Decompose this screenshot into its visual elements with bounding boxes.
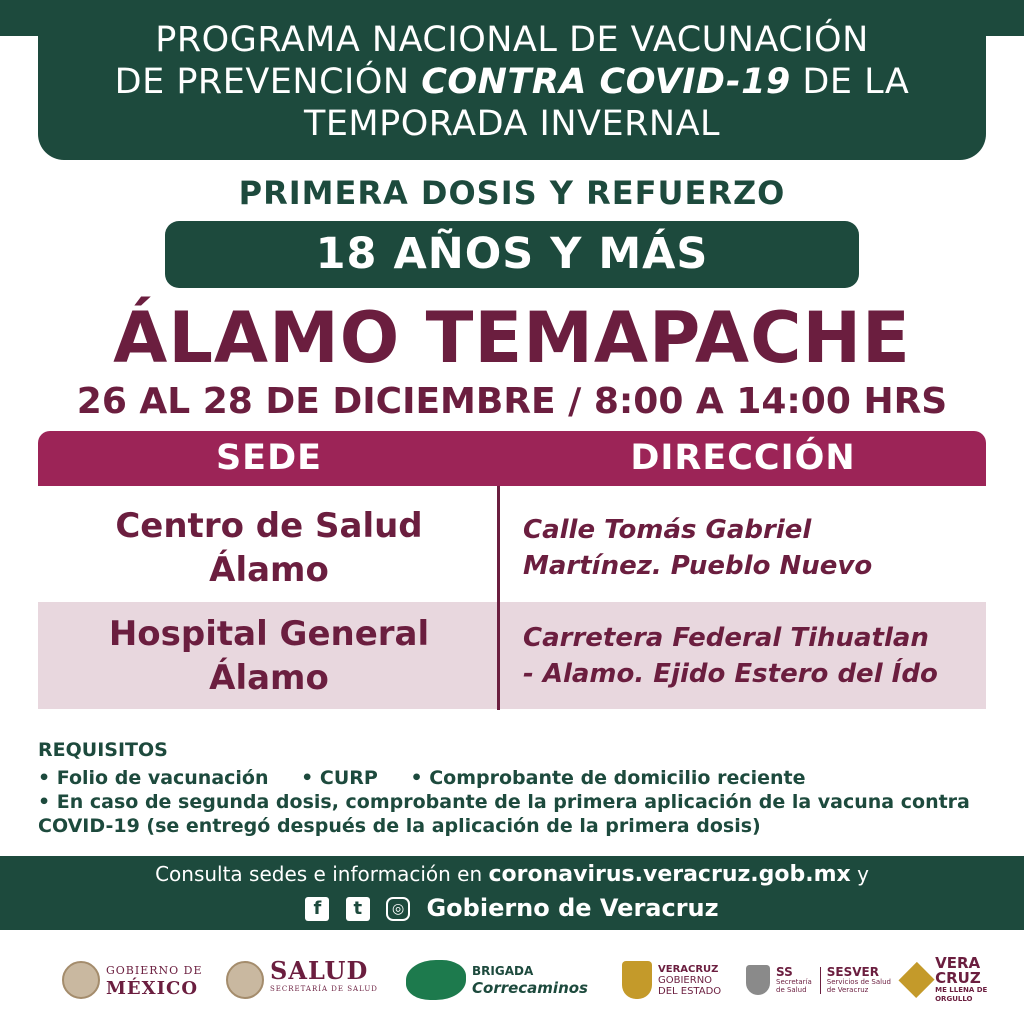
ss-sub1: Secretaría bbox=[776, 977, 812, 986]
sede-cell bbox=[38, 602, 500, 709]
brigada-line1: BRIGADA bbox=[472, 964, 534, 978]
sede-name: Hospital General bbox=[108, 613, 430, 654]
ss-sesver-logo bbox=[746, 955, 891, 1005]
ss-sub2: de Salud bbox=[776, 985, 807, 994]
table-row bbox=[38, 494, 986, 601]
address-line2: - Alamo. Ejido Estero del Ído bbox=[523, 658, 938, 689]
salud-logo bbox=[226, 955, 378, 1005]
veracruz-line1: VERACRUZ bbox=[658, 963, 719, 975]
header-direccion: DIRECCIÓN bbox=[630, 438, 856, 478]
footer-band bbox=[0, 856, 1024, 930]
social-row bbox=[0, 892, 1024, 924]
salud-seal-icon bbox=[226, 961, 264, 999]
requirement-note-line1: • En caso de segunda dosis, comprobante de la primera aplicación de la vacuna contra bbox=[38, 791, 970, 813]
veracruz-line2: GOBIERNO bbox=[658, 974, 713, 986]
sesver-sub1: Servicios de Salud bbox=[826, 977, 891, 986]
title-emphasis: CONTRA COVID-19 bbox=[421, 62, 791, 102]
address-line1: Carretera Federal Tihuatlan bbox=[523, 622, 929, 653]
consulta-suffix: y bbox=[850, 862, 869, 886]
requirement-item: • Comprobante de domicilio reciente bbox=[410, 767, 806, 789]
brigada-logo bbox=[406, 955, 588, 1005]
sesver-label: SESVER bbox=[826, 964, 879, 979]
consulta-text bbox=[0, 860, 1024, 889]
dose-subheading: PRIMERA DOSIS Y REFUERZO bbox=[238, 174, 786, 212]
vc-line3: ME LLENA DE ORGULLO bbox=[935, 986, 988, 1003]
veracruz-orgullo-logo bbox=[904, 955, 1024, 1005]
ss-label: SS bbox=[776, 964, 793, 979]
title-line-1: PROGRAMA NACIONAL DE VACUNACIÓN bbox=[155, 20, 869, 60]
brigada-line2: Correcaminos bbox=[472, 979, 588, 997]
address-cell bbox=[523, 494, 983, 601]
roadrunner-icon bbox=[406, 960, 466, 1000]
title-line-2-pre: DE PREVENCIÓN bbox=[114, 62, 422, 102]
header-sede: SEDE bbox=[215, 438, 323, 478]
twitter-icon[interactable]: t bbox=[346, 897, 370, 921]
table-row bbox=[38, 602, 986, 709]
gobierno-mexico-logo bbox=[62, 955, 203, 1005]
vc-line2: CRUZ bbox=[935, 969, 981, 987]
social-handle: Gobierno de Veracruz bbox=[426, 894, 719, 922]
veracruz-shield-icon bbox=[622, 961, 652, 999]
sede-name: Centro de Salud bbox=[115, 505, 423, 546]
requirements-title: REQUISITOS bbox=[38, 739, 168, 761]
logo-strip bbox=[0, 940, 1024, 1020]
instagram-icon[interactable]: ◎ bbox=[386, 897, 410, 921]
mexico-seal-icon bbox=[62, 961, 100, 999]
requirement-note-line2: COVID-19 (se entregó después de la aplicación de la primera dosis) bbox=[38, 815, 761, 837]
ss-shield-icon bbox=[746, 965, 770, 995]
title-line-3: TEMPORADA INVERNAL bbox=[303, 104, 721, 144]
table-header bbox=[38, 431, 986, 486]
address-line2: Martínez. Pueblo Nuevo bbox=[523, 550, 873, 581]
requirements-list bbox=[38, 766, 998, 790]
address-cell bbox=[523, 602, 983, 709]
requirements-section bbox=[38, 738, 998, 838]
salud-line1: SALUD bbox=[270, 956, 369, 985]
age-group-badge: 18 AÑOS Y MÁS bbox=[165, 221, 859, 288]
vc-line1: VERA bbox=[935, 954, 981, 972]
city-title: ÁLAMO TEMAPACHE bbox=[113, 297, 911, 379]
title-line-2 bbox=[38, 61, 986, 103]
sesver-sub2: de Veracruz bbox=[826, 985, 869, 994]
address-line1: Calle Tomás Gabriel bbox=[523, 514, 812, 545]
sede-cell bbox=[38, 494, 500, 601]
title-line-2-post: DE LA bbox=[790, 62, 910, 102]
veracruz-gobierno-logo bbox=[622, 955, 721, 1005]
consulta-prefix: Consulta sedes e información en bbox=[155, 862, 489, 886]
column-divider bbox=[497, 486, 500, 710]
date-schedule: 26 AL 28 DE DICIEMBRE / 8:00 A 14:00 HRS bbox=[76, 381, 948, 422]
sede-name-line2: Álamo bbox=[209, 549, 329, 590]
veracruz-line3: DEL ESTADO bbox=[658, 985, 722, 997]
veracruz-mark-icon bbox=[898, 962, 934, 998]
requirement-item: • CURP bbox=[301, 767, 378, 789]
sede-name-line2: Álamo bbox=[209, 657, 329, 698]
requirement-item: • Folio de vacunación bbox=[38, 767, 269, 789]
gob-mexico-line2: MÉXICO bbox=[106, 978, 199, 999]
facebook-icon[interactable]: f bbox=[305, 897, 329, 921]
gob-mexico-line1: GOBIERNO DE bbox=[106, 964, 203, 977]
salud-line2: SECRETARÍA DE SALUD bbox=[270, 985, 378, 993]
program-title bbox=[38, 0, 986, 160]
website-link[interactable]: coronavirus.veracruz.gob.mx bbox=[488, 862, 851, 887]
